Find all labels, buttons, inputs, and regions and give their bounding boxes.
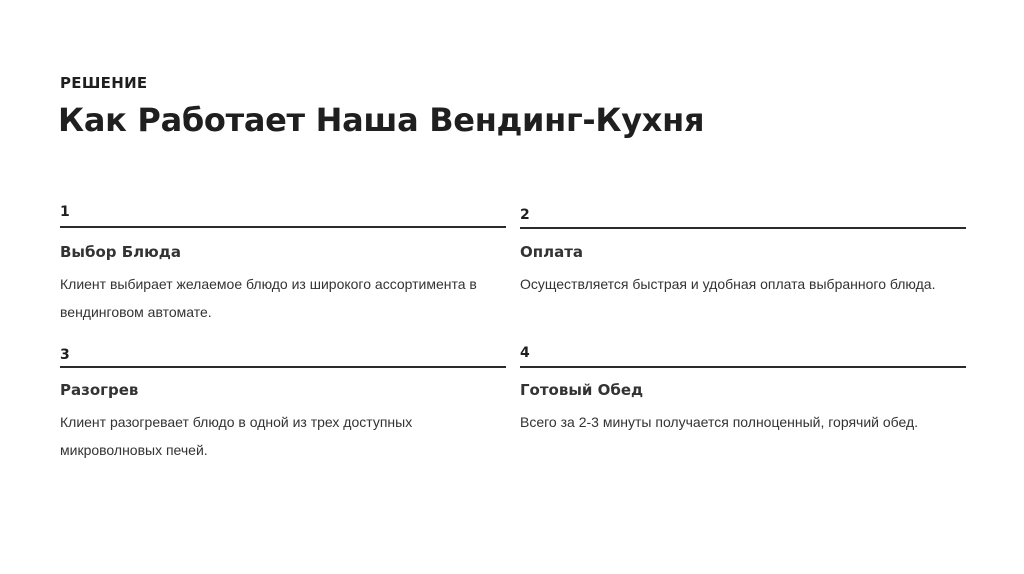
step-heading: Разогрев xyxy=(60,381,139,399)
step-heading: Оплата xyxy=(520,243,584,261)
step-number: 3 xyxy=(60,347,70,363)
step-number: 2 xyxy=(520,207,530,223)
step-description: Клиент разогревает блюдо в одной из трех доступных микроволновых печей. xyxy=(60,414,413,458)
step-description: Всего за 2-3 минуты получается полноценный, горячий обед. xyxy=(520,414,919,430)
step-divider xyxy=(520,227,966,229)
step-number: 1 xyxy=(60,204,70,220)
step-divider xyxy=(60,226,506,228)
step-description: Клиент выбирает желаемое блюдо из широкого ассортимента в вендинговом автомате. xyxy=(60,276,477,320)
step-divider xyxy=(60,366,506,368)
step-number: 4 xyxy=(520,345,530,361)
step-heading: Выбор Блюда xyxy=(60,243,181,261)
step-divider xyxy=(520,366,966,368)
page-title: Как Работает Наша Вендинг-Кухня xyxy=(58,101,705,139)
step-description: Осуществляется быстрая и удобная оплата выбранного блюда. xyxy=(520,276,936,292)
section-label: РЕШЕНИЕ xyxy=(60,74,148,92)
step-heading: Готовый Обед xyxy=(520,381,644,399)
